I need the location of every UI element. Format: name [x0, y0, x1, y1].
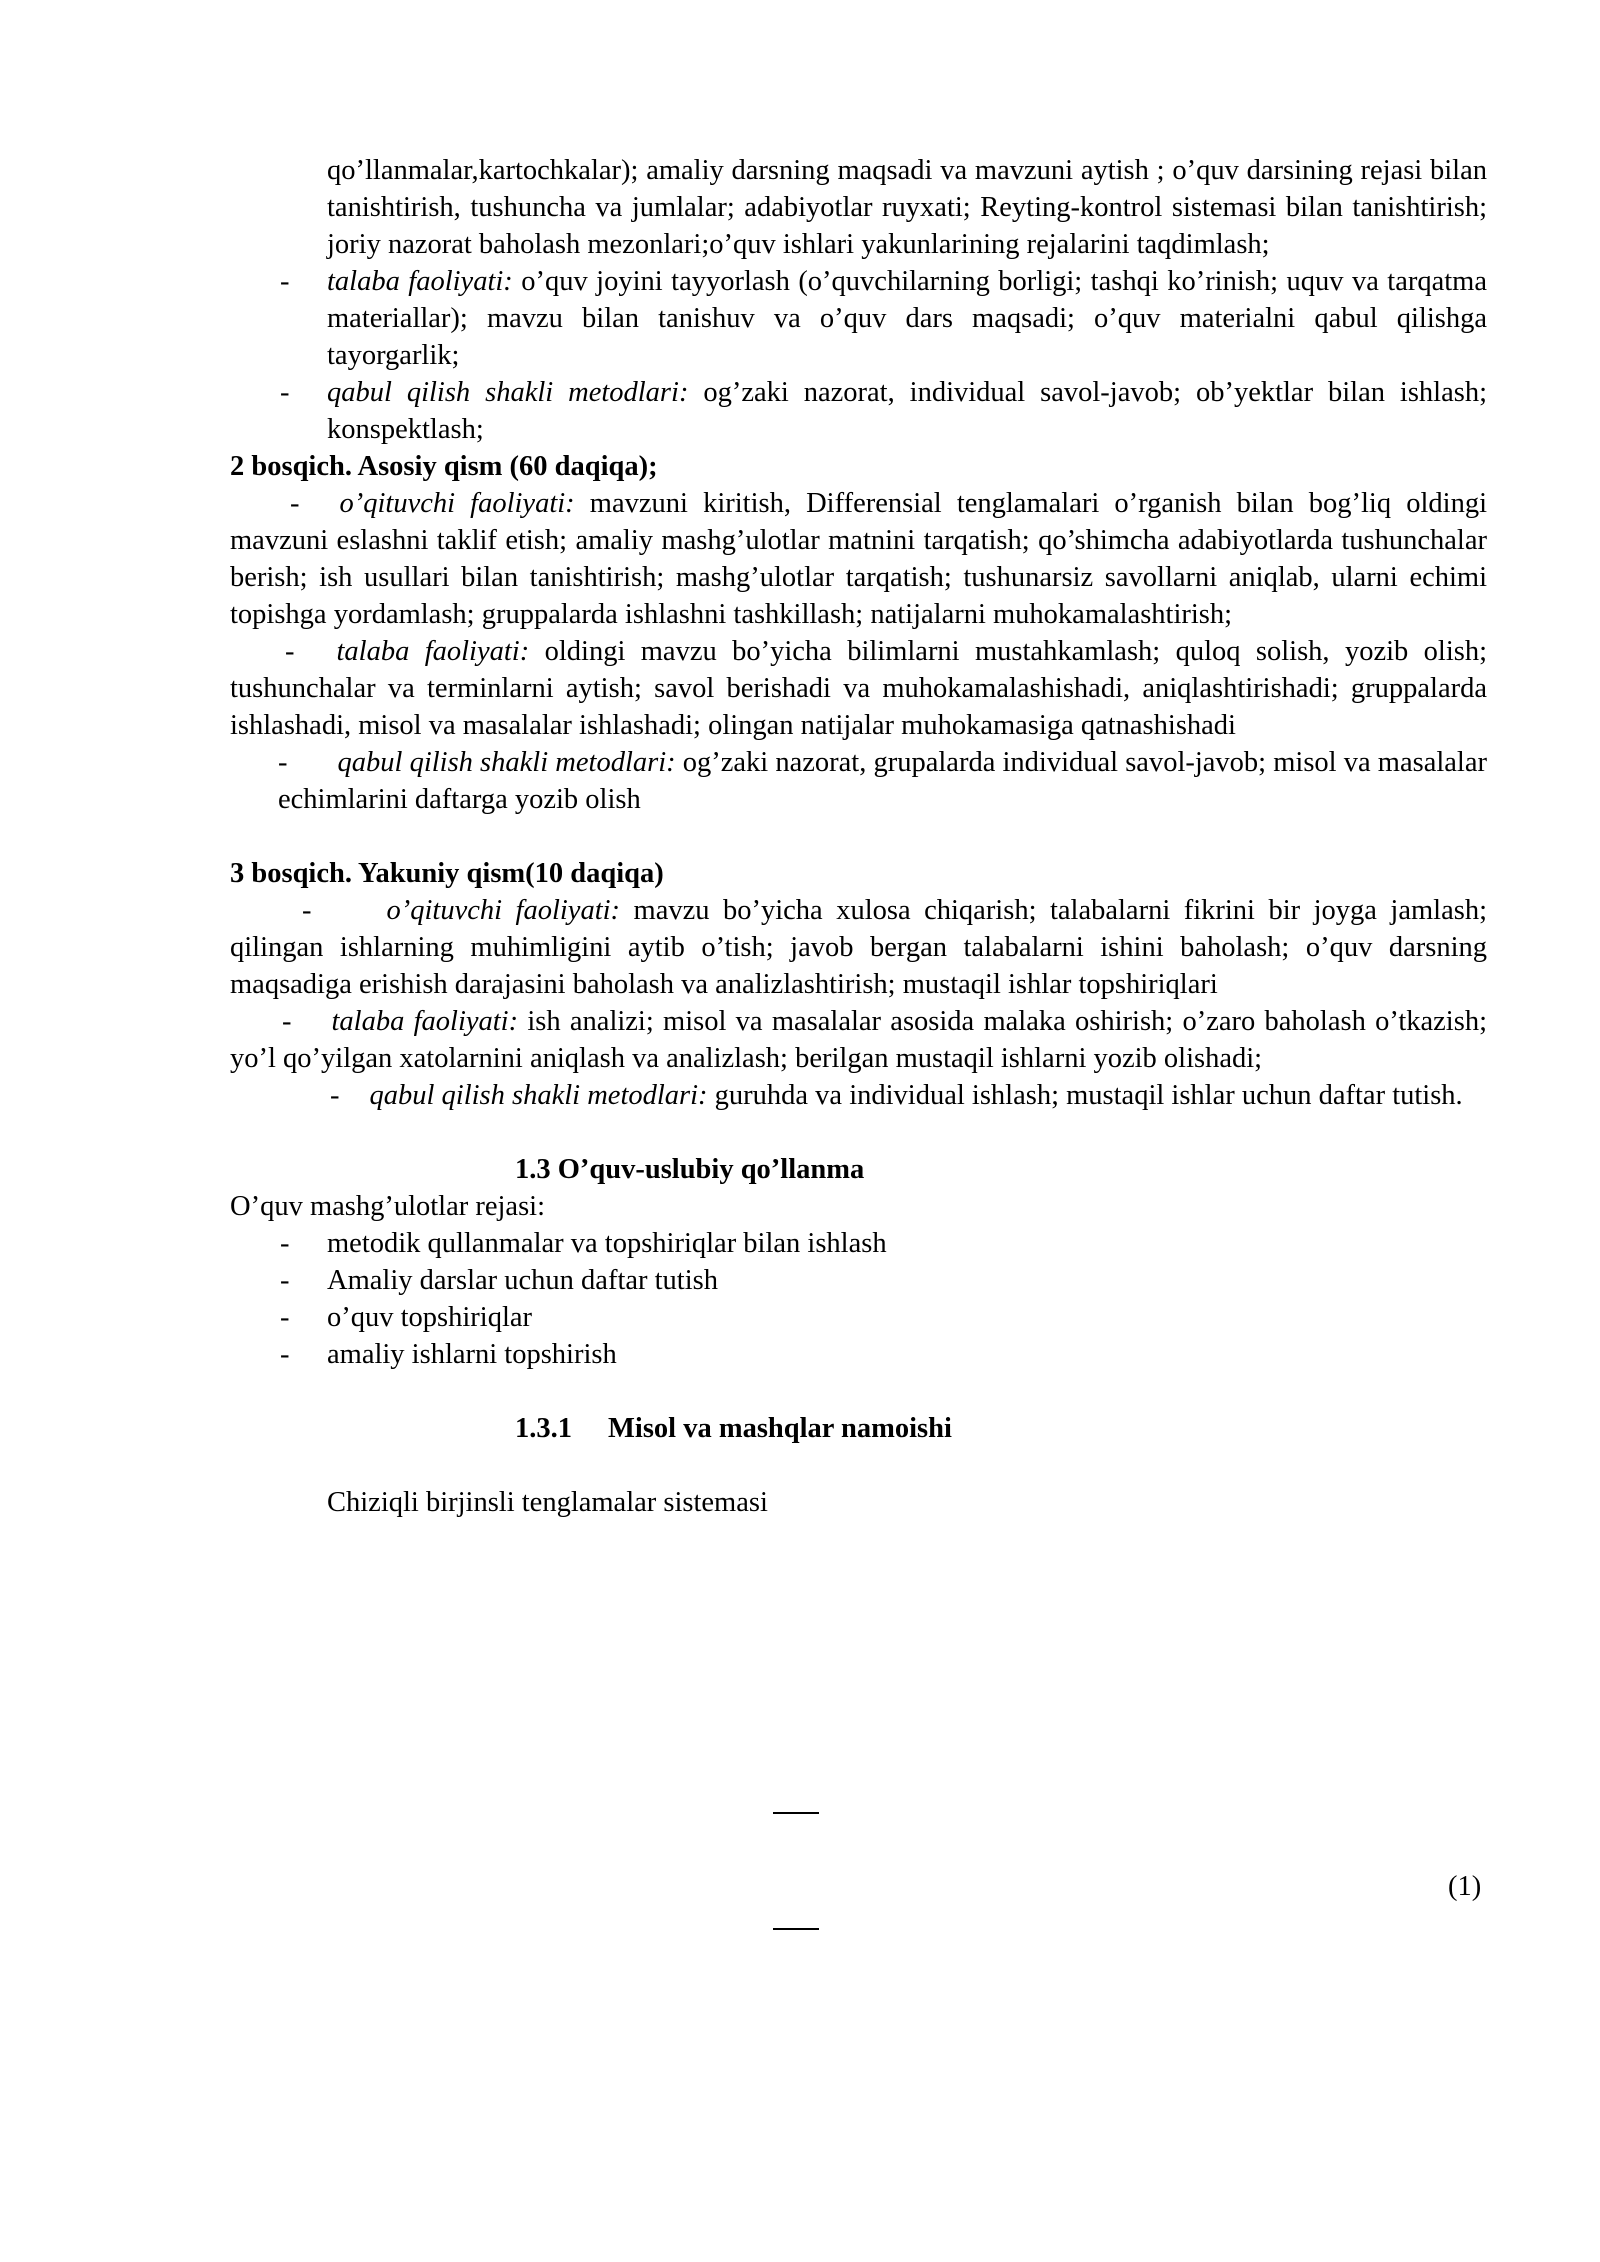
bullet-dash: -	[280, 1339, 290, 1370]
spacer	[230, 818, 1487, 855]
spacer	[230, 1114, 1487, 1151]
item-dash: -	[285, 636, 295, 667]
item-label: qabul qilish shakli metodlari:	[369, 1080, 708, 1111]
plan-item-text: metodik qullanmalar va topshiriqlar bilan ishlash	[327, 1228, 887, 1259]
bullet-label: talaba faoliyati:	[327, 266, 513, 297]
stage3-item-student	[230, 1003, 1487, 1077]
spacer	[230, 1447, 1487, 1484]
plan-item-text: Amaliy darslar uchun daftar tutish	[327, 1265, 718, 1296]
equation-subtitle: Chiziqli birjinsli tenglamalar sistemasi	[327, 1487, 768, 1518]
plan-label: O’quv mashg’ulotlar rejasi:	[230, 1191, 546, 1222]
stage3-heading: 3 bosqich. Yakuniy qism(10 daqiqa)	[230, 858, 664, 889]
equation-fraction-bar	[773, 1928, 819, 1930]
section-title: Misol va mashqlar namoishi	[608, 1413, 952, 1444]
bullet-label: qabul qilish shakli metodlari:	[327, 377, 689, 408]
intro-bullet-student	[230, 263, 1487, 374]
plan-item	[230, 1336, 1487, 1373]
item-label: talaba faoliyati:	[331, 1006, 519, 1037]
item-text: mavzu bo’yicha xulosa chiqarish; talabalarni fikrini bir joyga jamlash; qilingan ishlarning muhimligini aytib o’tish; javob bergan talabalarni ishini baholash; o’quv darsning maqsadiga erishish darajasini baholash va analizlashtirish; mustaqil ishlar topshiriqlari	[230, 895, 1487, 1000]
section-number: 1.3.1	[515, 1413, 572, 1444]
bullet-text: og’zaki nazorat, individual savol-javob; ob’yektlar bilan ishlash; konspektlash;	[327, 377, 1487, 445]
plan-item	[230, 1225, 1487, 1262]
document-body	[230, 152, 1487, 1521]
item-text: mavzuni kiritish, Differensial tenglamalari o’rganish bilan bog’liq oldingi mavzuni eslashni taklif etish; amaliy mashg’ulotlar matnini tarqatish; qo’shimcha adabiyotlarda tushunchalar berish; ish usullari bilan tanishtirish; mashg’ulotlar tarqatish; tushunarsiz savollarni aniqlab, ularni echimi topishga yordamlash; gruppalarda ishlashni tashkillash; natijalarni muhokamalashtirish;	[230, 488, 1487, 630]
plan-item-text: amaliy ishlarni topshirish	[327, 1339, 617, 1370]
equation-fraction-bar	[773, 1812, 819, 1814]
bullet-dash: -	[280, 1302, 290, 1333]
plan-item-text: o’quv topshiriqlar	[327, 1302, 533, 1333]
item-dash: -	[330, 1080, 340, 1111]
bullet-dash: -	[280, 1228, 290, 1259]
intro-continuation: qo’llanmalar,kartochkalar); amaliy darsning maqsadi va mavzuni aytish ; o’quv darsining rejasi bilan tanishtirish, tushuncha va jumlalar; adabiyotlar ruyxati; Reyting-kontrol sistemasi bilan tanishtirish; joriy nazorat baholash mezonlari;o’quv ishlari yakunlarining rejalarini taqdimlash;	[327, 155, 1487, 260]
spacer	[230, 1373, 1487, 1410]
item-label: talaba faoliyati:	[336, 636, 530, 667]
item-dash: -	[282, 1006, 292, 1037]
intro-bullet-methods	[230, 374, 1487, 448]
item-label: o’qituvchi faoliyati:	[386, 895, 621, 926]
stage3-item-methods	[230, 1077, 1487, 1114]
section-1-3-1-heading	[230, 1410, 1487, 1447]
item-text: guruhda va individual ishlash; mustaqil ishlar uchun daftar tutish.	[707, 1080, 1463, 1111]
stage2-item-student	[230, 633, 1487, 744]
item-dash: -	[290, 488, 300, 519]
plan-item	[230, 1299, 1487, 1336]
bullet-dash: -	[280, 377, 290, 408]
item-text: oldingi mavzu bo’yicha bilimlarni mustahkamlash; quloq solish, yozib olish; tushunchalar va terminlarni aytish; savol berishadi va muhokamalashishadi, aniqlashtirishadi; gruppalarda ishlashadi, misol va masalalar ishlashadi; olingan natijalar muhokamasiga qatnashishadi	[230, 636, 1487, 741]
item-text: og’zaki nazorat, grupalarda individual savol-javob; misol va masalalar echimlarini daftarga yozib olish	[278, 747, 1487, 815]
stage3-item-teacher	[230, 892, 1487, 1003]
item-dash: -	[302, 895, 312, 926]
stage2-item-teacher	[230, 485, 1487, 633]
bullet-dash: -	[280, 266, 290, 297]
stage2-item-methods	[230, 744, 1487, 818]
plan-item	[230, 1262, 1487, 1299]
item-dash: -	[278, 747, 288, 778]
stage2-heading: 2 bosqich. Asosiy qism (60 daqiqa);	[230, 451, 658, 482]
item-text: ish analizi; misol va masalalar asosida malaka oshirish; o’zaro baholash o’tkazish; yo’l qo’yilgan xatolarnini aniqlash va analizlash; berilgan mustaqil ishlarni yozib olishadi;	[230, 1006, 1487, 1074]
bullet-text: o’quv joyini tayyorlash (o’quvchilarning borligi; tashqi ko’rinish; uquv va tarqatma materiallar); mavzu bilan tanishuv va o’quv dars maqsadi; o’quv materialni qabul qilishga tayorgarlik;	[327, 266, 1487, 371]
section-1-3-heading: 1.3 O’quv-uslubiy qo’llanma	[515, 1154, 865, 1185]
bullet-dash: -	[280, 1265, 290, 1296]
equation-number: (1)	[1448, 1871, 1482, 1902]
item-label: o’qituvchi faoliyati:	[339, 488, 575, 519]
item-label: qabul qilish shakli metodlari:	[337, 747, 676, 778]
